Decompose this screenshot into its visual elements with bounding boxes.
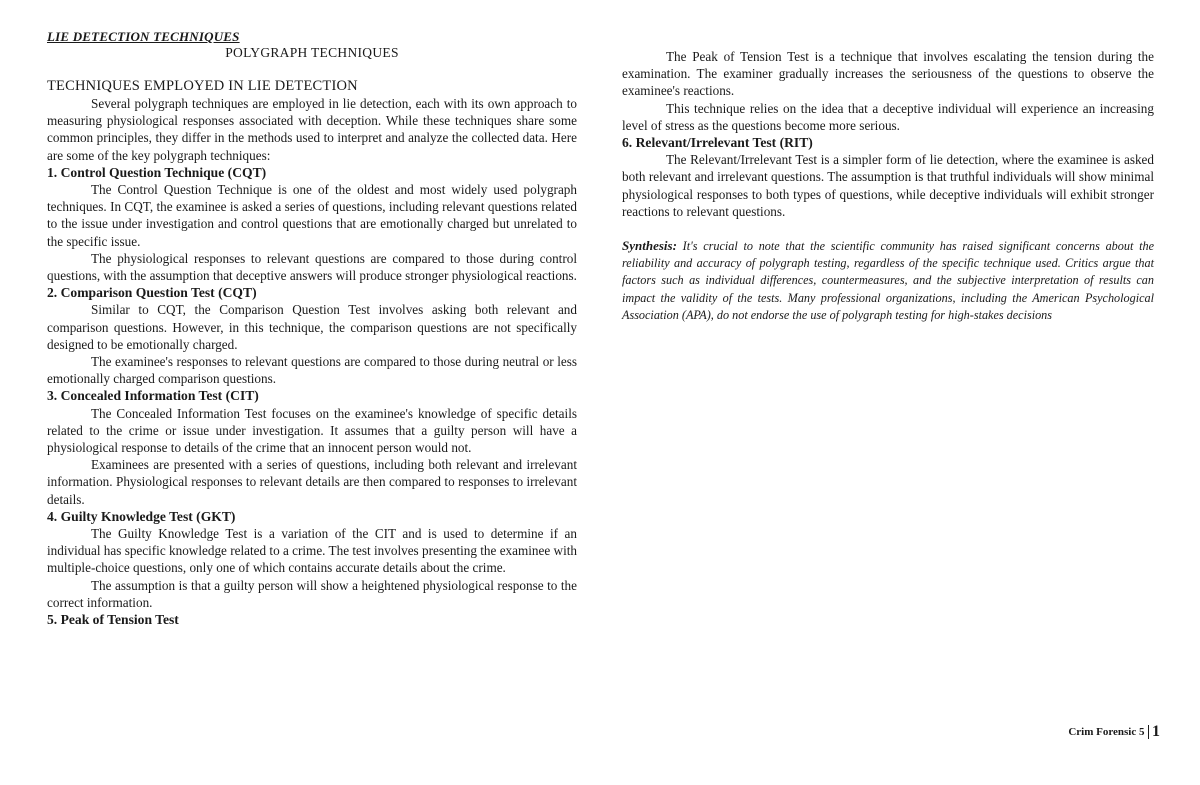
section-heading: TECHNIQUES EMPLOYED IN LIE DETECTION: [47, 78, 358, 94]
right-column: [622, 48, 1154, 324]
page-footer: [1068, 723, 1160, 741]
heading-peak-of-tension: 5. Peak of Tension Test: [47, 612, 179, 628]
footer-divider: [1148, 725, 1150, 739]
paragraph-peak-2: This technique relies on the idea that a deceptive individual will experience an increasing level of stress as the questions become more serious.: [622, 100, 1154, 133]
paragraph-rit-1: The Relevant/Irrelevant Test is a simpler form of lie detection, where the examinee is asked both relevant and irrelevant questions. The assumption is that truthful individuals will show minimal physiological responses to both types of questions, while deceptive individuals will exhibit stronger reactions to relevant questions.: [622, 152, 1154, 219]
heading-cit: 3. Concealed Information Test (CIT): [47, 388, 259, 404]
heading-cqt: 1. Control Question Technique (CQT): [47, 164, 267, 180]
heading-rit: 6. Relevant/Irrelevant Test (RIT): [622, 135, 813, 151]
running-header: LIE DETECTION TECHNIQUES: [47, 29, 240, 44]
page-number: 1: [1152, 723, 1160, 740]
left-column: [47, 30, 577, 628]
synthesis-label: Synthesis:: [622, 238, 677, 254]
paragraph-comparison-1: Similar to CQT, the Comparison Question Test involves asking both relevant and comparison questions. However, in this technique, the comparison questions are not specifically designed to be emotionally charged.: [47, 302, 577, 352]
paragraph-cit-1: The Concealed Information Test focuses on the examinee's knowledge of specific details related to the crime or issue under investigation. It assumes that a guilty person will have a physiological response to details of the crime that an innocent person would not.: [47, 405, 577, 456]
paragraph-gkt-1: The Guilty Knowledge Test is a variation of the CIT and is used to determine if an individual has specific knowledge related to a crime. The test involves presenting the examinee with multiple-choice questions, only one of which contains accurate details about the crime.: [47, 526, 577, 576]
intro-paragraph: Several polygraph techniques are employed in lie detection, each with its own approach to measuring physiological responses associated with deception. While these techniques share some common principles, they differ in the methods used to interpret and analyze the collected data. Here are some of the key polygraph techniques:: [47, 96, 577, 163]
paragraph-comparison-2: The examinee's responses to relevant questions are compared to those during neutral or less emotionally charged comparison questions.: [47, 354, 577, 387]
heading-comparison-question: 2. Comparison Question Test (CQT): [47, 285, 257, 301]
heading-gkt: 4. Guilty Knowledge Test (GKT): [47, 508, 236, 524]
footer-course: Crim Forensic 5: [1068, 726, 1145, 738]
paragraph-cit-2: Examinees are presented with a series of questions, including both relevant and irrelevant information. Physiological responses to relevant details are then compared to responses to irrelevant details.: [47, 457, 577, 507]
document-title: POLYGRAPH TECHNIQUES: [225, 45, 399, 60]
paragraph-cqt-2: The physiological responses to relevant questions are compared to those during control questions, with the assumption that deceptive answers will produce stronger physiological reactions.: [47, 250, 577, 284]
paragraph-gkt-2: The assumption is that a guilty person will show a heightened physiological response to the correct information.: [47, 577, 577, 610]
synthesis-paragraph: [622, 237, 1154, 324]
synthesis-text: It's crucial to note that the scientific community has raised significant concerns about the reliability and accuracy of polygraph testing, regardless of the specific technique used. Critics argue that factors such as individual differences, countermeasures, and the subjective interpretation of results can impact the validity of the tests. Many professional organizations, including the American Psychological Association (APA), do not endorse the use of polygraph testing for high-stakes decisions: [622, 239, 1154, 322]
paragraph-cqt-1: The Control Question Technique is one of the oldest and most widely used polygraph techniques. In CQT, the examinee is asked a series of questions, including relevant questions related to the issue under investigation and control questions that are emotionally charged but unrelated to the specific issue.: [47, 182, 577, 249]
paragraph-peak-1: The Peak of Tension Test is a technique that involves escalating the tension during the examination. The examiner gradually increases the seriousness of the questions to observe the examinee's reactions.: [622, 49, 1154, 99]
